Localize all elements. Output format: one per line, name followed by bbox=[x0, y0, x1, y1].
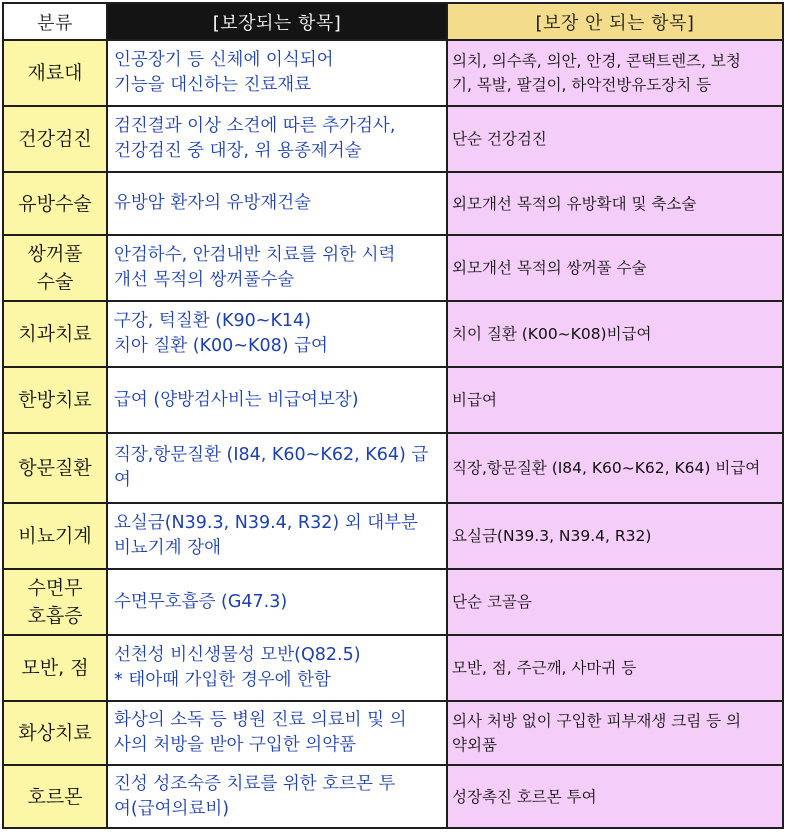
row-covered: 인공장기 등 신체에 이식되어 기능을 대신하는 진료재료 bbox=[107, 40, 447, 106]
row-covered: 선천성 비신생물성 모반(Q82.5) * 태아때 가입한 경우에 한함 bbox=[107, 635, 447, 701]
row-category: 유방수술 bbox=[3, 172, 107, 235]
row-covered: 급여 (양방검사비는 비급여보장) bbox=[107, 367, 447, 433]
row-not-covered: 요실금(N39.3, N39.4, R32) bbox=[447, 503, 783, 569]
row-covered: 화상의 소독 등 병원 진료 의료비 및 의 사의 처방을 받아 구입한 의약품 bbox=[107, 701, 447, 765]
row-covered: 구강, 턱질환 (K90~K14) 치아 질환 (K00~K08) 급여 bbox=[107, 301, 447, 367]
row-covered: 진성 성조숙증 치료를 위한 호르몬 투 여(급여의료비) bbox=[107, 765, 447, 828]
row-covered: 직장,항문질환 (I84, K60~K62, K64) 급 여 bbox=[107, 433, 447, 503]
row-not-covered: 직장,항문질환 (I84, K60~K62, K64) 비급여 bbox=[447, 433, 783, 503]
table-row bbox=[3, 635, 783, 701]
table-row bbox=[3, 172, 783, 235]
row-category: 비뇨기계 bbox=[3, 503, 107, 569]
coverage-table bbox=[2, 2, 784, 829]
table-row bbox=[3, 433, 783, 503]
header-category: 분류 bbox=[3, 3, 107, 40]
header-not-covered: [보장 안 되는 항목] bbox=[447, 3, 783, 40]
row-not-covered: 모반, 점, 주근깨, 사마귀 등 bbox=[447, 635, 783, 701]
row-covered: 검진결과 이상 소견에 따른 추가검사, 건강검진 중 대장, 위 용종제거술 bbox=[107, 106, 447, 172]
row-covered: 안검하수, 안검내반 치료를 위한 시력 개선 목적의 쌍꺼풀수술 bbox=[107, 235, 447, 301]
row-not-covered: 단순 코골음 bbox=[447, 569, 783, 635]
row-category: 건강검진 bbox=[3, 106, 107, 172]
row-category: 모반, 점 bbox=[3, 635, 107, 701]
row-category: 치과치료 bbox=[3, 301, 107, 367]
row-category: 한방치료 bbox=[3, 367, 107, 433]
row-category: 호르몬 bbox=[3, 765, 107, 828]
table-row bbox=[3, 569, 783, 635]
row-category: 쌍꺼풀 수술 bbox=[3, 235, 107, 301]
table-row bbox=[3, 301, 783, 367]
table-row bbox=[3, 235, 783, 301]
row-not-covered: 성장촉진 호르몬 투여 bbox=[447, 765, 783, 828]
row-not-covered: 의치, 의수족, 의안, 안경, 콘택트렌즈, 보청 기, 목발, 팔걸이, 하악전방유도장치 등 bbox=[447, 40, 783, 106]
row-not-covered: 비급여 bbox=[447, 367, 783, 433]
table-row bbox=[3, 40, 783, 106]
row-not-covered: 단순 건강검진 bbox=[447, 106, 783, 172]
coverage-table-container bbox=[2, 2, 784, 832]
row-not-covered: 외모개선 목적의 쌍꺼풀 수술 bbox=[447, 235, 783, 301]
table-row bbox=[3, 503, 783, 569]
row-covered: 수면무호흡증 (G47.3) bbox=[107, 569, 447, 635]
row-not-covered: 치이 질환 (K00~K08)비급여 bbox=[447, 301, 783, 367]
table-row bbox=[3, 765, 783, 828]
table-header-row bbox=[3, 3, 783, 40]
row-covered: 유방암 환자의 유방재건술 bbox=[107, 172, 447, 235]
row-covered: 요실금(N39.3, N39.4, R32) 외 대부분 비뇨기계 장애 bbox=[107, 503, 447, 569]
row-category: 항문질환 bbox=[3, 433, 107, 503]
row-category: 수면무 호흡증 bbox=[3, 569, 107, 635]
row-category: 화상치료 bbox=[3, 701, 107, 765]
row-not-covered: 의사 처방 없이 구입한 피부재생 크림 등 의 약외품 bbox=[447, 701, 783, 765]
header-covered: [보장되는 항목] bbox=[107, 3, 447, 40]
row-category: 재료대 bbox=[3, 40, 107, 106]
row-not-covered: 외모개선 목적의 유방확대 및 축소술 bbox=[447, 172, 783, 235]
table-row bbox=[3, 367, 783, 433]
table-row bbox=[3, 701, 783, 765]
table-row bbox=[3, 106, 783, 172]
